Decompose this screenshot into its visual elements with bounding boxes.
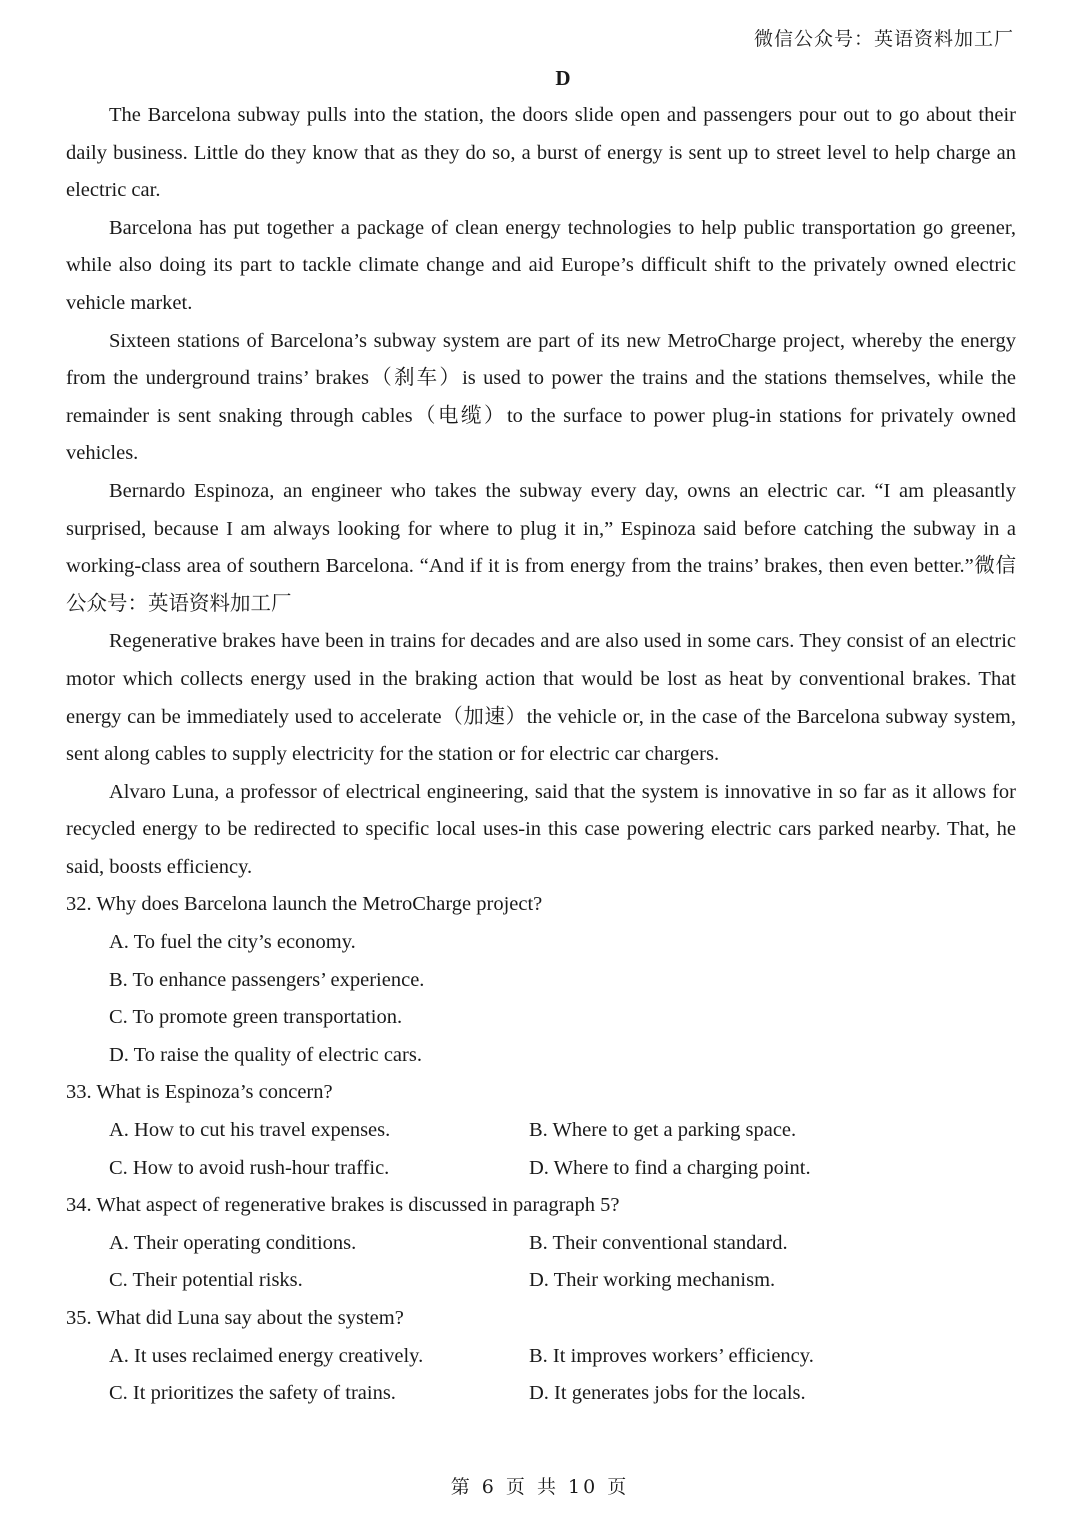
option-a[interactable]: A. It uses reclaimed energy creatively. bbox=[109, 1344, 424, 1367]
option-a[interactable]: A. Their operating conditions. bbox=[109, 1231, 357, 1254]
option-b[interactable]: B. It improves workers’ efficiency. bbox=[529, 1344, 814, 1367]
option-row bbox=[66, 1338, 1016, 1376]
option-row bbox=[66, 1150, 1016, 1188]
question-stem: 35. What did Luna say about the system? bbox=[66, 1307, 404, 1329]
paragraph-6: Alvaro Luna, a professor of electrical engineering, said that the system is innovative in so far as it allows for recycled energy to be redirected to specific local uses-in this case powering electric cars parked nearby. That, he said, boosts efficiency. bbox=[66, 780, 1016, 878]
question-32 bbox=[66, 886, 1016, 1074]
option-b[interactable]: B. Their conventional standard. bbox=[529, 1231, 788, 1254]
section-title: D bbox=[555, 66, 571, 90]
option-row bbox=[66, 1262, 1016, 1300]
option-d[interactable]: D. To raise the quality of electric cars. bbox=[109, 1043, 422, 1066]
passage-content bbox=[66, 97, 1016, 1413]
question-33 bbox=[66, 1074, 1016, 1187]
option-row bbox=[66, 1112, 1016, 1150]
option-a[interactable]: A. How to cut his travel expenses. bbox=[109, 1119, 391, 1142]
option-d[interactable]: D. Where to find a charging point. bbox=[529, 1156, 811, 1179]
question-35 bbox=[66, 1300, 1016, 1413]
question-stem: 34. What aspect of regenerative brakes is discussed in paragraph 5? bbox=[66, 1194, 620, 1217]
option-row bbox=[66, 1375, 1016, 1413]
paragraph-5: Regenerative brakes have been in trains for decades and are also used in some cars. They consist of an electric motor which collects energy used in the braking action that would be lost as heat by conventional brakes. That energy can be immediately used to accelerate（加速）the vehicle or, in the case of the Barcelona subway system, sent along cables to supply electricity for the station or for electric car chargers. bbox=[66, 630, 1016, 766]
paragraph-2: Barcelona has put together a package of clean energy technologies to help public transportation go greener, while also doing its part to tackle climate change and aid Europe’s difficult shift to the privately owned electric vehicle market. bbox=[66, 216, 1016, 314]
option-b[interactable]: B. Where to get a parking space. bbox=[529, 1119, 797, 1142]
paragraph-1: The Barcelona subway pulls into the station, the doors slide open and passengers pour out to go about their daily business. Little do they know that as they do so, a burst of energy is sent up to street level to help charge an electric car. bbox=[66, 104, 1016, 202]
option-d[interactable]: D. It generates jobs for the locals. bbox=[529, 1382, 806, 1405]
question-stem: 33. What is Espinoza’s concern? bbox=[66, 1081, 333, 1104]
option-b[interactable]: B. To enhance passengers’ experience. bbox=[109, 968, 425, 991]
question-stem: 32. Why does Barcelona launch the MetroCharge project? bbox=[66, 893, 543, 916]
paragraph-4: Bernardo Espinoza, an engineer who takes the subway every day, owns an electric car. “I am pleasantly surprised, because I am always looking for where to plug it in,” Espinoza said before catching the subway in a working-class area of southern Barcelona. “And if it is from energy from the trains’ brakes, then even better.”微信公众号：英语资料加工厂 bbox=[66, 479, 1016, 615]
page-number-footer: 第 6 页 共 10 页 bbox=[450, 1476, 630, 1498]
option-c[interactable]: C. It prioritizes the safety of trains. bbox=[109, 1382, 396, 1405]
option-c[interactable]: C. To promote green transportation. bbox=[109, 1006, 403, 1029]
option-a[interactable]: A. To fuel the city’s economy. bbox=[109, 931, 356, 954]
option-d[interactable]: D. Their working mechanism. bbox=[529, 1269, 776, 1292]
question-34 bbox=[66, 1187, 1016, 1300]
option-c[interactable]: C. Their potential risks. bbox=[109, 1269, 303, 1292]
paragraph-3: Sixteen stations of Barcelona’s subway system are part of its new MetroCharge project, whereby the energy from the underground trains’ brakes（刹车）is used to power the trains and the stations themselves, while the remainder is sent snaking through cables（电缆）to the surface to power plug-in stations for privately owned vehicles. bbox=[66, 329, 1016, 465]
option-row bbox=[66, 1225, 1016, 1263]
option-c[interactable]: C. How to avoid rush-hour traffic. bbox=[109, 1156, 390, 1179]
watermark-header: 微信公众号：英语资料加工厂 bbox=[753, 28, 1014, 50]
